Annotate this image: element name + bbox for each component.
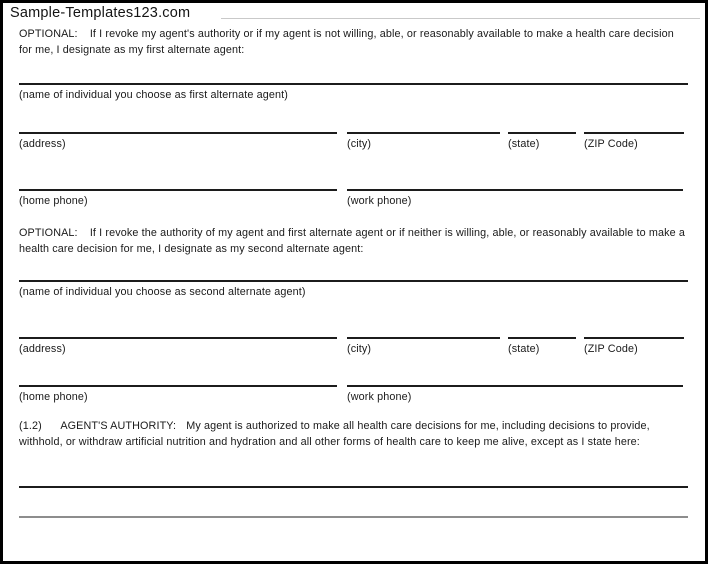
exceptions-line-1[interactable] (19, 486, 688, 488)
first-alternate-work-phone-group (347, 189, 683, 208)
field-gap (337, 337, 347, 356)
field-gap (337, 189, 347, 208)
agents-authority-heading: AGENT'S AUTHORITY: (60, 420, 177, 432)
agents-authority-text: My agent is authorized to make all health care decisions for me, including decisions to provide, withhold, or withdraw artificial nutrition and hydration and all other forms of health care to keep me alive, except as I state here: (19, 420, 650, 448)
state-caption: (state) (508, 138, 540, 150)
form-content (19, 27, 688, 518)
second-alternate-phone-row (19, 385, 688, 404)
home-phone-caption: (home phone) (19, 391, 88, 403)
home-phone-caption: (home phone) (19, 195, 88, 207)
work-phone-caption: (work phone) (347, 391, 412, 403)
first-alternate-state-group (508, 132, 576, 151)
agents-authority-paragraph (19, 419, 688, 450)
city-caption: (city) (347, 343, 372, 355)
site-watermark: Sample-Templates123.com (10, 5, 191, 21)
first-alternate-address-group (19, 132, 337, 151)
zip-caption: (ZIP Code) (584, 138, 638, 150)
field-gap (337, 132, 347, 151)
header-underline (221, 18, 700, 19)
second-alternate-address-group (19, 337, 337, 356)
first-alternate-intro-text: If I revoke my agent's authority or if my agent is not willing, able, or reasonably available to make a health care decision for me, I designate as my first alternate agent: (19, 28, 674, 56)
field-gap (576, 132, 584, 151)
second-alternate-zip-group (584, 337, 684, 356)
field-gap (337, 385, 347, 404)
second-alternate-name-group (19, 280, 688, 299)
first-alternate-optional-paragraph (19, 27, 688, 58)
first-alternate-name-caption: (name of individual you choose as first alternate agent) (19, 89, 288, 101)
section-number: (1.2) (19, 420, 42, 432)
optional-label: OPTIONAL: (19, 28, 78, 40)
first-alternate-zip-group (584, 132, 684, 151)
optional-label: OPTIONAL: (19, 227, 78, 239)
zip-caption: (ZIP Code) (584, 343, 638, 355)
second-alternate-address-row (19, 337, 688, 356)
address-caption: (address) (19, 138, 66, 150)
field-gap (576, 337, 584, 356)
second-alternate-city-group (347, 337, 500, 356)
second-alternate-home-phone-group (19, 385, 337, 404)
field-gap (500, 132, 508, 151)
first-alternate-phone-row (19, 189, 688, 208)
second-alternate-intro-text: If I revoke the authority of my agent and first alternate agent or if neither is willing, able, or reasonably available to make a health care decision for me, I designate as my second alternate agent: (19, 227, 686, 255)
first-alternate-address-row (19, 132, 688, 151)
exceptions-line-2[interactable] (19, 516, 688, 518)
city-caption: (city) (347, 138, 372, 150)
work-phone-caption: (work phone) (347, 195, 412, 207)
second-alternate-optional-paragraph (19, 226, 688, 257)
state-caption: (state) (508, 343, 540, 355)
address-caption: (address) (19, 343, 66, 355)
first-alternate-city-group (347, 132, 500, 151)
first-alternate-name-group (19, 83, 688, 102)
field-gap (500, 337, 508, 356)
second-alternate-work-phone-group (347, 385, 683, 404)
second-alternate-state-group (508, 337, 576, 356)
second-alternate-name-caption: (name of individual you choose as second alternate agent) (19, 286, 306, 298)
first-alternate-home-phone-group (19, 189, 337, 208)
